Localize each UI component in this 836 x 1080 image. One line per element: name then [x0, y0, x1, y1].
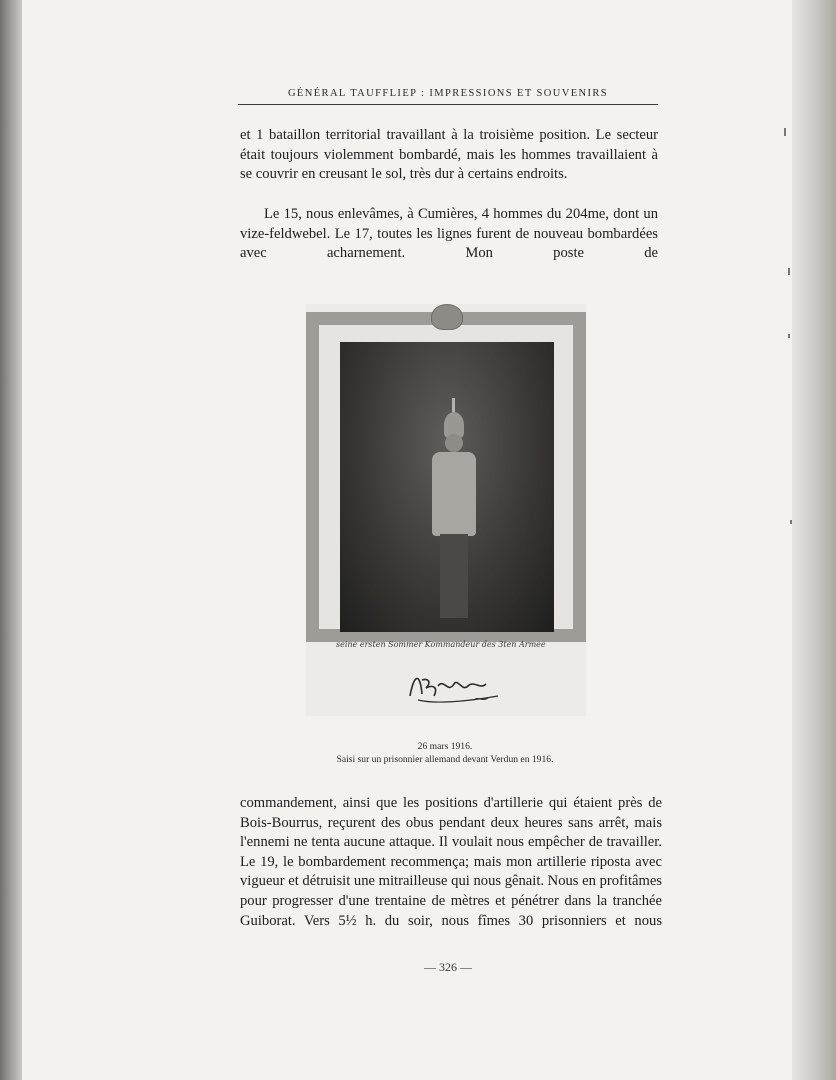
- caption-date: 26 mars 1916.: [417, 741, 473, 752]
- scan-speck: [788, 334, 790, 338]
- officer-photograph: [340, 342, 554, 632]
- paragraph-2: Le 15, nous enlevâmes, à Cumières, 4 hommes du 204me, dont un vize-feldwebel. Le 17, toutes les lignes furent de nouveau bombardées avec acharnement. Mon poste de: [240, 206, 658, 262]
- officer-figure: [430, 412, 478, 618]
- running-head: GÉNÉRAL TAUFFLIEP : IMPRESSIONS ET SOUVENIRS: [287, 88, 609, 99]
- paragraph-1: et 1 bataillon territorial travaillant à la troisième position. Le secteur était toujours violemment bombardé, mais les hommes travaillaient à se couvrir en creusant le sol, très dur à certains endroits.: [240, 127, 658, 183]
- photo-caption: [230, 740, 660, 766]
- header-rule: [238, 104, 658, 105]
- page-edge-shadow: [792, 0, 836, 1080]
- scan-speck: [788, 268, 790, 275]
- handwritten-inscription: seine ersten Sommer Kommandeur des 3ten Armee: [336, 640, 546, 649]
- crest-ornament: [431, 304, 463, 330]
- photo-plate: [306, 304, 586, 716]
- caption-text: Saisi sur un prisonnier allemand devant Verdun en 1916.: [336, 754, 554, 765]
- page-number: — 326 —: [424, 960, 472, 974]
- handwritten-signature: [404, 666, 504, 710]
- paragraph-3: commandement, ainsi que les positions d'artillerie qui étaient près de Bois-Bourrus, reçurent des obus pendant deux heures sans arrêt, mais l'ennemi ne tenta aucune attaque. Il voulait nous empêcher de travailler. Le 19, le bombardement recommença; mais mon artillerie riposta avec vigueur et détruisit une mitrailleuse qui nous gênait. Nous en profitâmes pour progresser d'une trentaine de mètres et pénétrer dans la tranchée Guiborat. Vers 5½ h. du soir, nous fîmes 30 prisonniers et nous: [240, 795, 662, 929]
- scan-speck: [790, 520, 792, 524]
- inscription-area: [336, 640, 556, 710]
- scan-speck: [784, 128, 786, 136]
